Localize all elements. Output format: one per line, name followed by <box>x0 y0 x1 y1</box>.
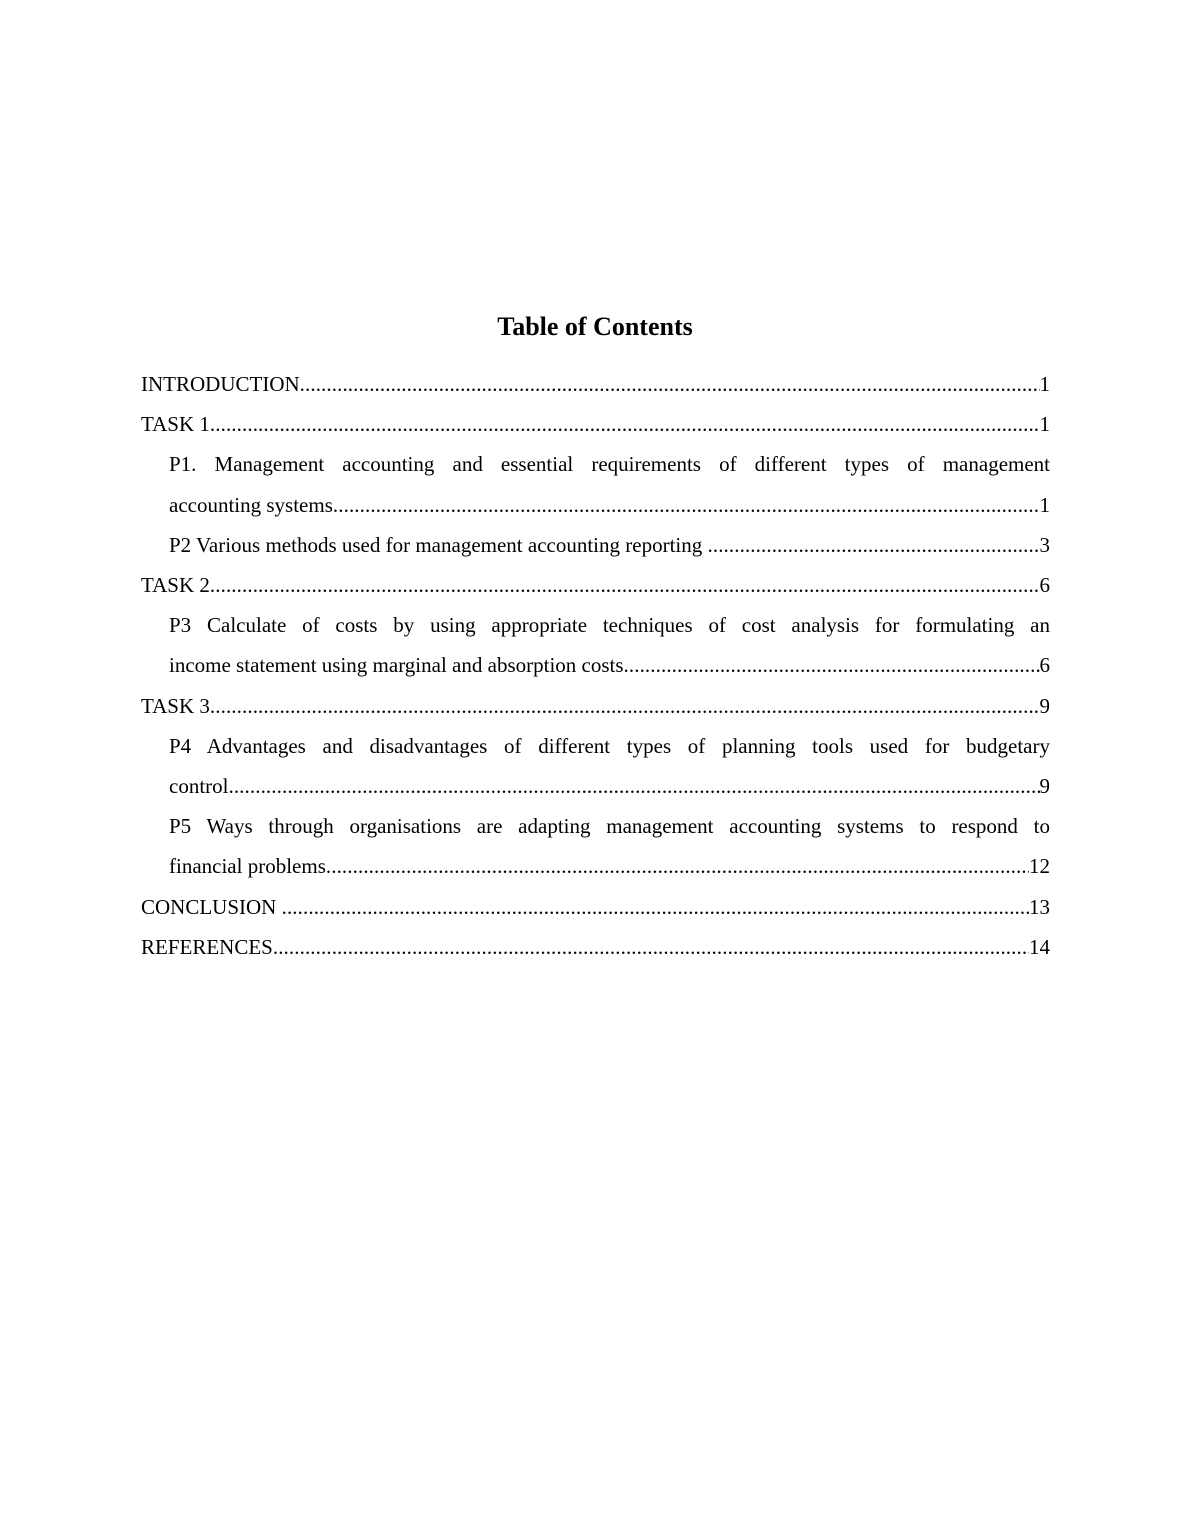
dot-leader <box>708 525 1040 565</box>
toc-entry-title: TASK 3 <box>141 693 210 718</box>
toc-page-number: 6 <box>1039 573 1050 598</box>
toc-entry-title-line-1: P3 Calculate of costs by using appropriate techniques of cost analysis for formulating an <box>169 613 1050 638</box>
toc-entry-conclusion[interactable] <box>141 887 1050 927</box>
toc-entry-task-3[interactable] <box>141 686 1050 726</box>
dot-leader <box>326 846 1029 886</box>
dot-leader <box>210 686 1040 726</box>
toc-entry-title: TASK 1 <box>141 412 210 437</box>
toc-entry-introduction[interactable] <box>141 364 1050 404</box>
toc-entry-title-line-2: financial problems <box>169 854 326 879</box>
dot-leader <box>624 645 1040 685</box>
toc-entry-p2[interactable] <box>141 525 1050 565</box>
toc-entry-title: CONCLUSION <box>141 894 282 919</box>
toc-page-number: 1 <box>1039 492 1050 517</box>
dot-leader <box>300 364 1040 404</box>
toc-entry-title: INTRODUCTION <box>141 372 300 396</box>
toc-page-number: 1 <box>1039 372 1050 396</box>
toc-entry-title-line-1: P5 Ways through organisations are adapting management accounting systems to respond to <box>169 814 1050 839</box>
toc-page-number: 9 <box>1039 693 1050 718</box>
dot-leader <box>282 887 1029 927</box>
toc-entry-references[interactable] <box>141 927 1050 967</box>
toc-entry-task-2[interactable] <box>141 565 1050 605</box>
toc-entry-title: TASK 2 <box>141 573 210 598</box>
toc-page-number: 12 <box>1029 854 1050 879</box>
toc-entry-p4[interactable] <box>141 726 1050 806</box>
toc-page-number: 1 <box>1039 412 1050 437</box>
toc-entry-p5[interactable] <box>141 806 1050 886</box>
dot-leader <box>210 404 1040 444</box>
toc-entry-title-line-1: P1. Management accounting and essential requirements of different types of management <box>169 452 1050 477</box>
toc-entry-title: P2 Various methods used for management accounting reporting <box>169 532 708 557</box>
toc-page-number: 14 <box>1029 934 1050 959</box>
toc-entry-title-line-2: accounting systems <box>169 492 333 517</box>
toc-entry-p1[interactable] <box>141 444 1050 524</box>
toc-page-number: 9 <box>1039 774 1050 799</box>
dot-leader <box>210 565 1040 605</box>
dot-leader <box>273 927 1029 967</box>
toc-entry-title-line-1: P4 Advantages and disadvantages of different types of planning tools used for budgetary <box>169 733 1050 758</box>
dot-leader <box>333 485 1040 525</box>
dot-leader <box>228 766 1039 806</box>
toc-entry-title-line-2: income statement using marginal and absorption costs <box>169 653 624 678</box>
toc-entry-task-1[interactable] <box>141 404 1050 444</box>
toc-page-number: 3 <box>1039 532 1050 557</box>
toc-page-number: 13 <box>1029 894 1050 919</box>
toc-entry-title-line-2: control <box>169 774 229 799</box>
table-of-contents <box>141 364 1050 967</box>
toc-title: Table of Contents <box>497 312 693 341</box>
toc-page-number: 6 <box>1039 653 1050 678</box>
toc-entry-title: REFERENCES <box>141 934 273 959</box>
toc-entry-p3[interactable] <box>141 605 1050 685</box>
